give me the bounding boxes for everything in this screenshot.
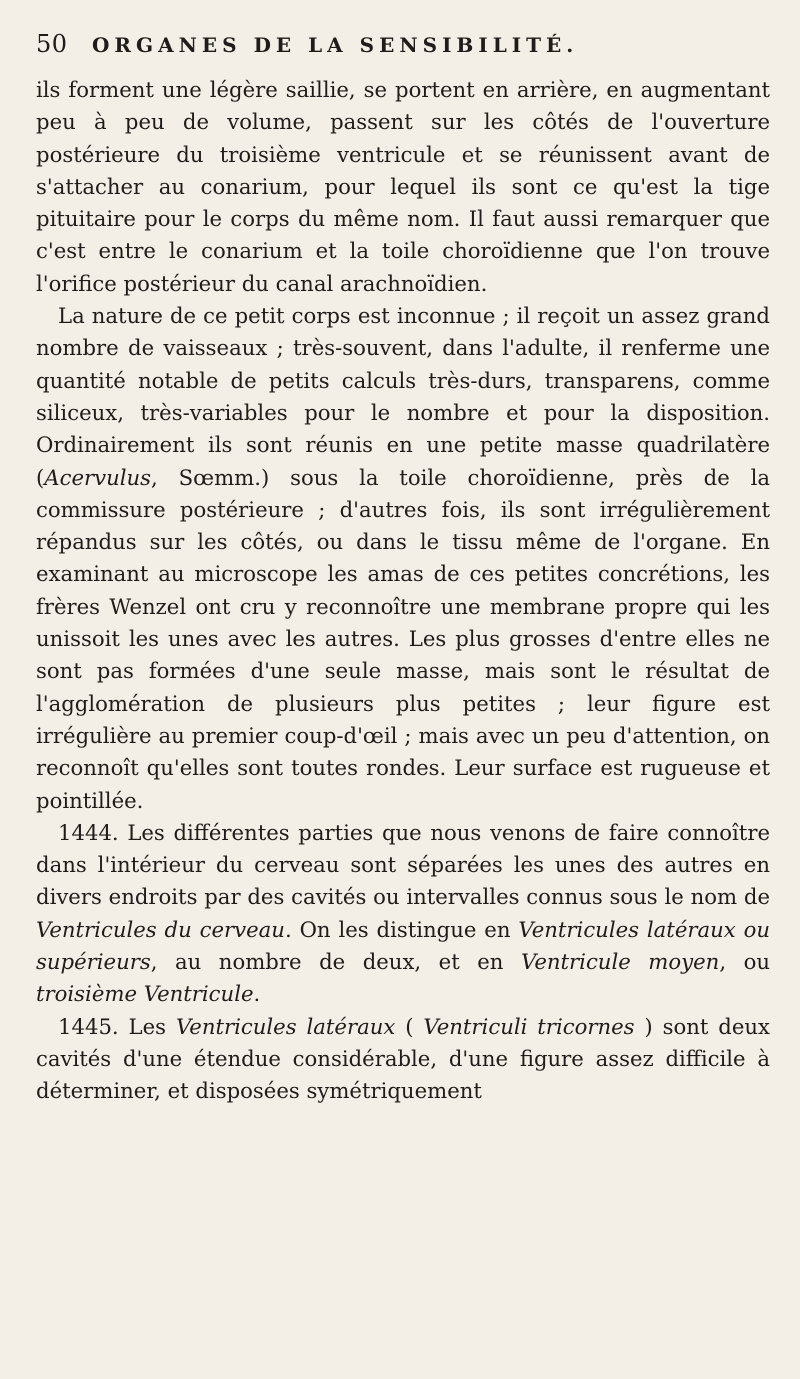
paragraph-number: 1445.: [58, 1013, 119, 1039]
paragraph-1444: [36, 817, 770, 1011]
text-segment: . On les distingue en: [284, 916, 519, 942]
italic-term: Ventricules latéraux: [175, 1013, 396, 1039]
page-header: [36, 30, 770, 70]
text-segment: Les: [118, 1013, 176, 1039]
italic-term: Ventricule moyen: [520, 949, 720, 975]
italic-term: Ventriculi tricornes: [423, 1013, 635, 1039]
text-segment: .: [253, 981, 261, 1007]
text-segment: , ou: [719, 949, 770, 975]
italic-term: Ventricules du cerveau: [36, 916, 285, 942]
paragraph-1445: [36, 1011, 770, 1108]
text-segment: Les différentes parties que nous venons de faire connoître dans l'intérieur du cerveau sont séparées les unes des autres en divers endroits par des cavités ou intervalles connus sous le nom de: [36, 819, 770, 910]
text-segment: , au nombre de deux, et en: [150, 949, 521, 975]
latin-term-acervulus: Acervulus: [44, 464, 152, 490]
text-segment: (: [395, 1013, 424, 1039]
body-text: [36, 74, 770, 1108]
paragraph-pineal-nature: [36, 300, 770, 817]
paragraph-text-after: , Sœmm.) sous la toile choroïdienne, près de la commissure postérieure ; d'autres fois, ils sont irrégulièrement répandus sur les côtés, ou dans le tissu même de l'organe. En examinant au microscope les amas de ces petites concrétions, les frères Wenzel ont cru y reconnoître une membrane propre qui les unissoit les unes avec les autres. Les plus grosses d'entre elles ne sont pas formées d'une seule masse, mais sont le résultat de l'agglomération de plusieurs plus petites ; leur figure est irrégulière au premier coup-d'œil ; mais avec un peu d'attention, on reconnoît qu'elles sont toutes rondes. Leur surface est rugueuse et pointillée.: [36, 464, 770, 813]
paragraph-text: ils forment une légère saillie, se portent en arrière, en augmentant peu à peu de volume, passent sur les côtés de l'ouverture postérieure du troisième ventricule et se réunissent avant de s'attacher au conarium, pour lequel ils sont ce qu'est la tige pituitaire pour le corps du même nom. Il faut aussi remarquer que c'est entre le conarium et la toile choroïdienne que l'on trouve l'orifice postérieur du canal arachnoïdien.: [36, 77, 770, 296]
italic-term: Ventricules latéraux ou supérieurs: [36, 916, 770, 975]
text-segment: ) sont deux cavités d'une étendue considérable, d'une figure assez difficile à déterminer, et disposées symétriquement: [36, 1013, 770, 1104]
paragraph-number: 1444.: [58, 819, 119, 845]
italic-term: troisième Ventricule: [36, 981, 254, 1007]
page-number: 50: [36, 30, 68, 58]
running-title: ORGANES DE LA SENSIBILITÉ.: [92, 33, 579, 57]
paragraph-continuation: [36, 74, 770, 300]
paragraph-text-before: La nature de ce petit corps est inconnue ; il reçoit un assez grand nombre de vaisseaux ; très-souvent, dans l'adulte, il renferme une quantité notable de petits calculs très-durs, transparens, comme siliceux, très-variables pour le nombre et pour la disposition. Ordinairement ils sont réunis en une petite masse quadrilatère (: [36, 303, 770, 490]
